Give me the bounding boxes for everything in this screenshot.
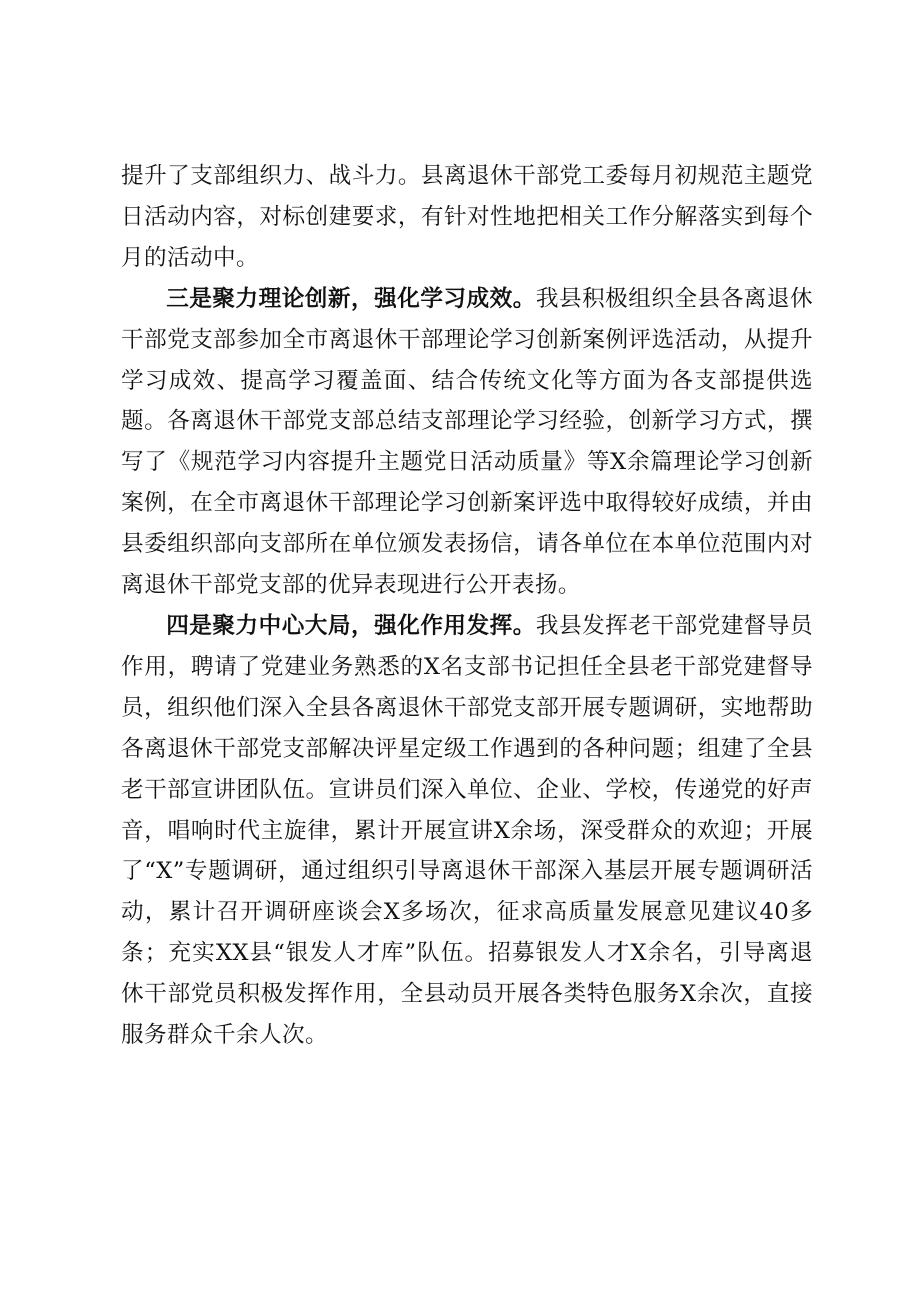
paragraph-central-overall — [121, 606, 813, 1056]
paragraph-theory-innovation — [121, 279, 813, 606]
paragraph-continuation — [121, 156, 813, 279]
paragraph-text: 提升了支部组织力、战斗力。县离退休干部党工委每月初规范主题党日活动内容，对标创建要求，有针对性地把相关工作分解落实到每个月的活动中。 — [121, 163, 813, 271]
paragraph-text: 我县发挥老干部党建督导员作用，聘请了党建业务熟悉的X名支部书记担任全县老干部党建督导员，组织他们深入全县各离退休干部党支部开展专题调研，实地帮助各离退休干部党支部解决评星定级工作遇到的各种问题；组建了全县老干部宣讲团队伍。宣讲员们深入单位、企业、学校，传递党的好声音，唱响时代主旋律，累计开展宣讲X余场，深受群众的欢迎；开展了“X”专题调研，通过组织引导离退休干部深入基层开展专题调研活动，累计召开调研座谈会X多场次，征求高质量发展意见建议40多条；充实XX县“银发人才库”队伍。招募银发人才X余名，引导离退休干部党员积极发挥作用，全县动员开展各类特色服务X余次，直接服务群众千余人次。 — [121, 612, 813, 1049]
paragraph-heading: 三是聚力理论创新，强化学习成效。 — [166, 285, 536, 312]
paragraph-text: 我县积极组织全县各离退休干部党支部参加全市离退休干部理论学习创新案例评选活动，从提升学习成效、提高学习覆盖面、结合传统文化等方面为各支部提供选题。各离退休干部党支部总结支部理论学习经验，创新学习方式，撰写了《规范学习内容提升主题党日活动质量》等X余篇理论学习创新案例，在全市离退休干部理论学习创新案评选中取得较好成绩，并由县委组织部向支部所在单位颁发表扬信，请各单位在本单位范围内对离退休干部党支部的优异表现进行公开表扬。 — [121, 285, 813, 599]
paragraph-heading: 四是聚力中心大局，强化作用发挥。 — [166, 612, 536, 639]
document-body — [121, 156, 813, 1056]
